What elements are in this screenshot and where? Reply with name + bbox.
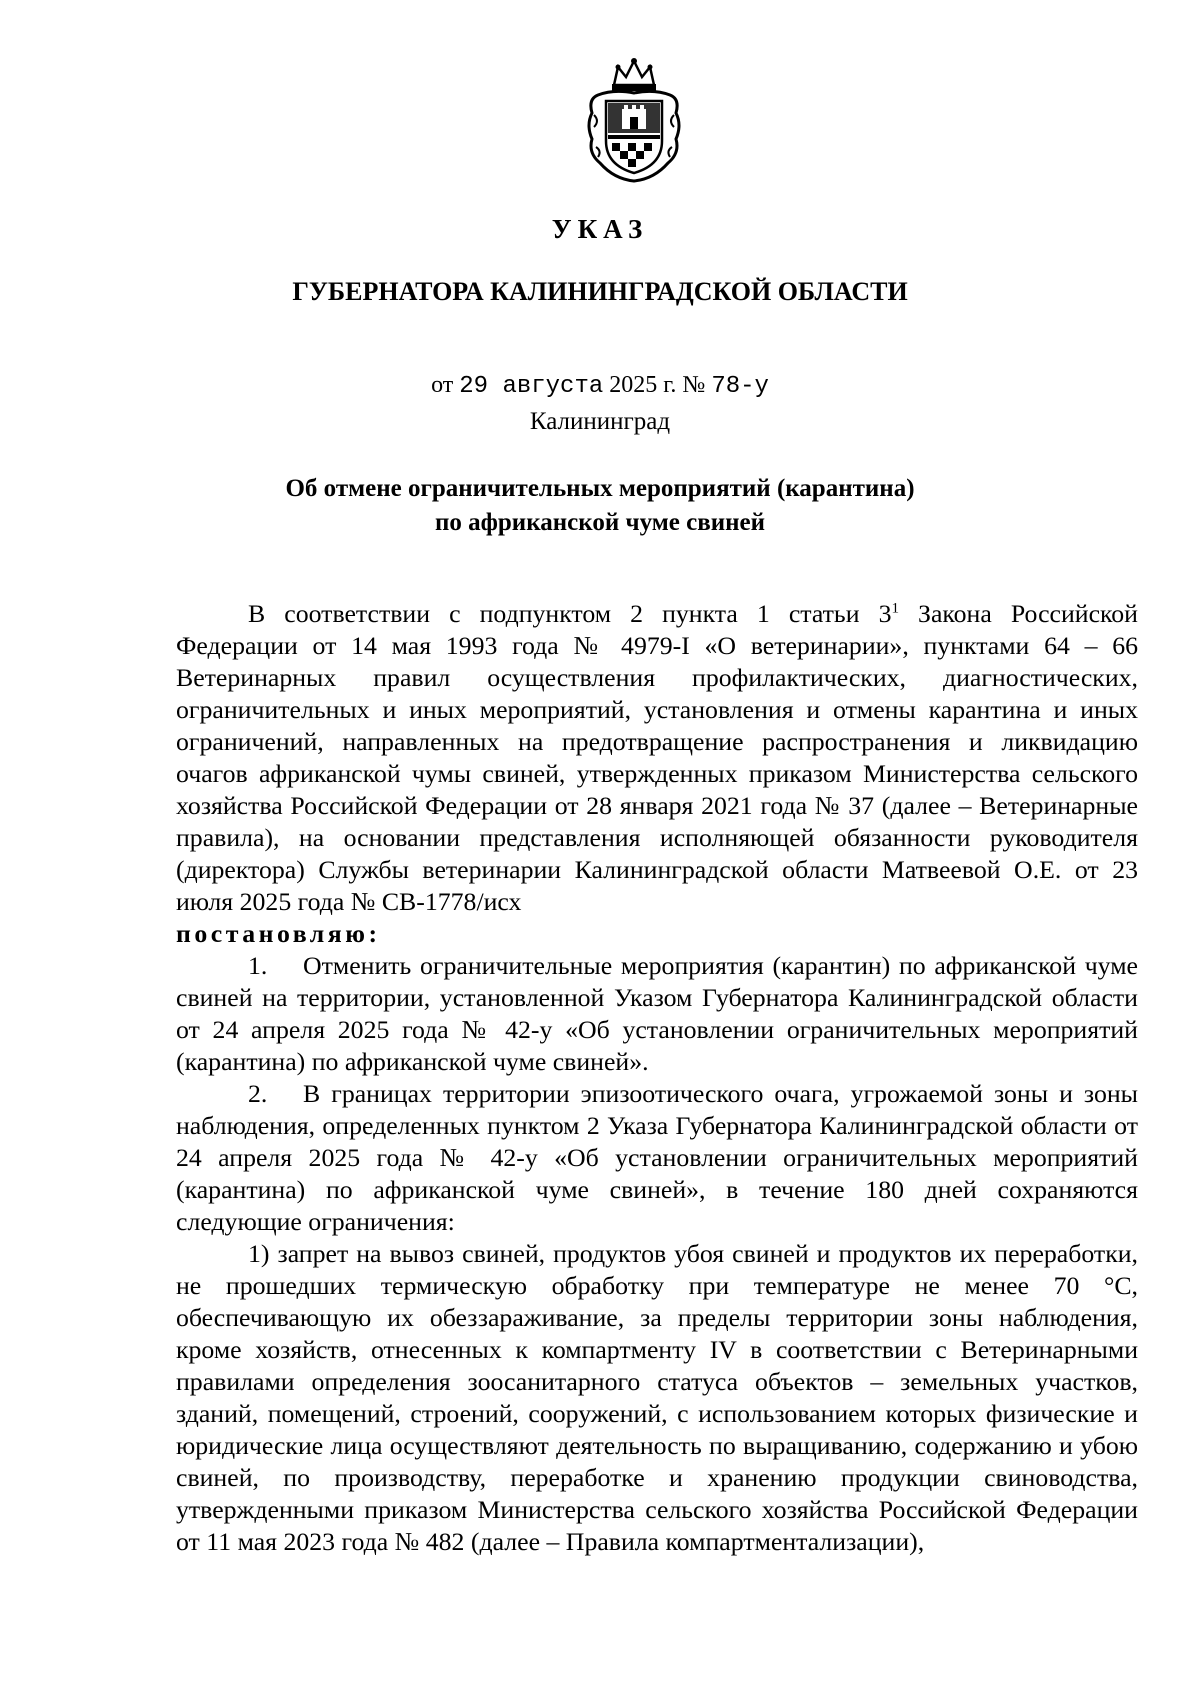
date-number-line xyxy=(0,372,1200,400)
number-prefix: № xyxy=(682,372,706,398)
date-prefix: от xyxy=(431,372,454,398)
document-heading-line-1: Об отмене ограничительных мероприятий (карантина) xyxy=(285,475,915,502)
item-text: Отменить ограничительные мероприятия (карантин) по африканской чуме свиней на территории, установленной Указом Губернатора Калининградской области от 24 апреля 2025 года № 42-у «Об установлении ограничительных мероприятий (карантина) по африканской чуме свиней». xyxy=(176,951,1138,1076)
document-heading xyxy=(0,472,1200,540)
subitem-text: 1) запрет на вывоз свиней, продуктов убоя свиней и продуктов их переработки, не прошедших термическую обработку при температуре не менее 70 °C, обеспечивающую их обеззараживание, за пределы территории зоны наблюдения, кроме хозяйств, отнесенных к компартменту IV в соответствии с Ветеринарными правилами определения зоосанитарного статуса объектов – земельных участков, зданий, помещений, строений, сооружений, с использованием которых физические и юридические лица осуществляют деятельность по выращиванию, содержанию и убою свиней, по производству, переработке и хранению продукции свиноводства, утвержденными приказом Министерства сельского хозяйства Российской Федерации от 11 мая 2023 года № 482 (далее – Правила компартментализации), xyxy=(176,1239,1138,1556)
preamble-text-part-2: Закона Российской Федерации от 14 мая 1993 года № 4979-I «О ветеринарии», пунктами 64 – 66 Ветеринарных правил осуществления профилактических, диагностических, ограничительных и иных мероприятий, установления и отмены карантина и иных ограничений, направленных на предотвращение распространения и ликвидацию очагов африканской чумы свиней, утвержденных приказом Министерства сельского хозяйства Российской Федерации от 28 января 2021 года № 37 (далее – Ветеринарные правила), на основании представления исполняющей обязанности руководителя (директора) Службы ветеринарии Калининградской области Матвеевой О.Е. от 23 июля 2025 года № СВ-1778/исх xyxy=(176,599,1138,916)
date-day-month: 29 августа xyxy=(459,373,604,400)
document-number: 78-у xyxy=(711,373,769,400)
coat-of-arms-icon xyxy=(584,55,684,183)
item-2 xyxy=(176,1078,1138,1238)
date-year: 2025 г. xyxy=(609,372,677,398)
item-number: 2. xyxy=(248,1079,268,1108)
decree-word xyxy=(176,918,1138,950)
preamble-paragraph xyxy=(176,598,1138,918)
item-text: В границах территории эпизоотического очага, угрожаемой зоны и зоны наблюдения, определенных пунктом 2 Указа Губернатора Калининградской области от 24 апреля 2025 года № 42-у «Об установлении ограничительных мероприятий (карантина) по африканской чуме свиней», в течение 180 дней сохраняются следующие ограничения: xyxy=(176,1079,1138,1236)
document-type: УКАЗ xyxy=(551,214,649,244)
article-superscript: 1 xyxy=(891,600,899,617)
document-heading-line-2: по африканской чуме свиней xyxy=(434,509,766,536)
city: Калининград xyxy=(529,408,671,435)
document-body xyxy=(176,598,1138,1558)
item-1 xyxy=(176,950,1138,1078)
subitem-1 xyxy=(176,1238,1138,1558)
decree-word-text: постановляю: xyxy=(176,919,381,948)
issuer-title: ГУБЕРНАТОРА КАЛИНИНГРАДСКОЙ ОБЛАСТИ xyxy=(292,277,908,306)
item-number: 1. xyxy=(248,951,268,980)
preamble-text-part-1: В соответствии с подпунктом 2 пункта 1 статьи 3 xyxy=(248,599,892,628)
